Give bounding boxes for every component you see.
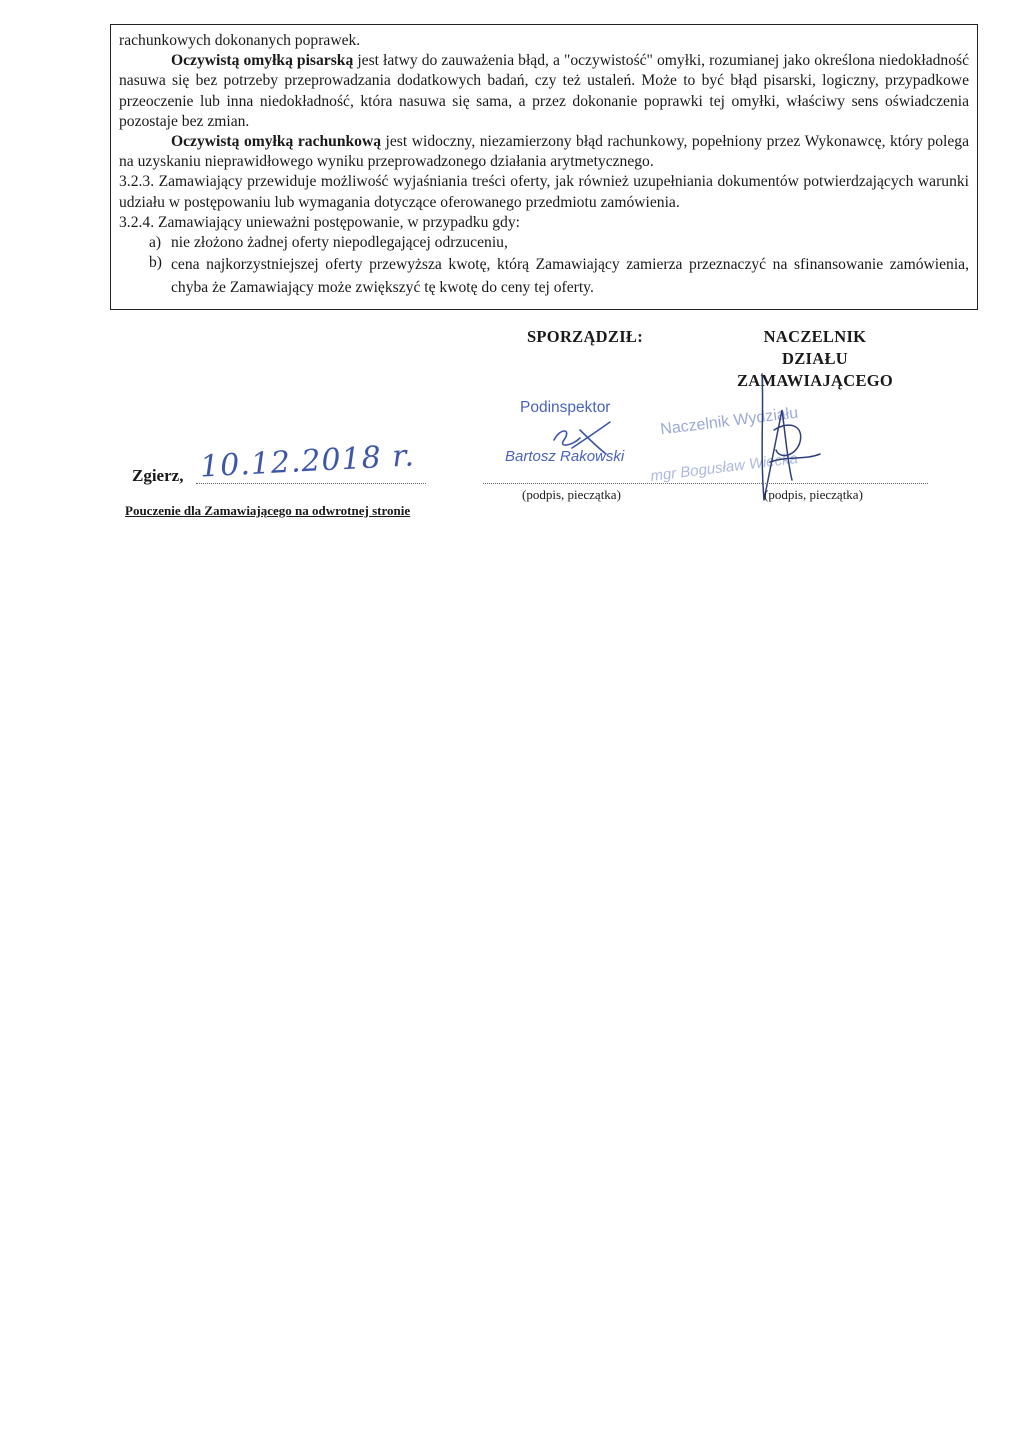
stamp-title-left: Podinspektor: [520, 399, 611, 416]
list-marker: b): [149, 254, 162, 272]
list-text: nie złożono żadnej oferty niepodlegającej odrzuceniu,: [171, 234, 508, 252]
signature-line: [483, 483, 928, 484]
date-line: [196, 483, 426, 484]
clause-3-2-3: 3.2.3. Zamawiający przewiduje możliwość wyjaśniania treści oferty, jak również uzupełniania dokumentów potwierdzających warunki udziału w postępowaniu lub wymagania dotyczące oferowanego przedmiotu zamówienia.: [119, 173, 969, 211]
pouczenie-link[interactable]: Pouczenie dla Zamawiającego na odwrotnej stronie: [125, 503, 411, 518]
list-item: [149, 233, 969, 253]
stamp-name-right: mgr Bogusław Wiecka: [649, 450, 799, 485]
term-rachunkowa: Oczywistą omyłką rachunkową: [171, 133, 382, 151]
stamp-title-right: Naczelnik Wydziału: [659, 404, 800, 439]
text-rachunkowa: jest widoczny, niezamierzony błąd rachunkowy, popełniony przez Wykonawcę, który polega na uzyskaniu nieprawidłowego wyniku przeprowadzonego działania arytmetycznego.: [119, 133, 969, 171]
caption-right: (podpis, pieczątka): [764, 487, 863, 502]
text-pisarska: jest łatwy do zauważenia błąd, a "oczywistość" omyłki, rozumianej jako określona niedokładność nasuwa się bez potrzeby przeprowadzania dodatkowych badań, czy też ustaleń. Może to być błąd pisarski, logiczny, przypadkowe przeoczenie lub inna niedokładność, która nasuwa się sama, a przez dokonanie poprawki tej omyłki, właściwy sens oświadczenia pozostaje bez zmian.: [119, 52, 969, 130]
naczelnik-heading: NACZELNIK DZIAŁU ZAMAWIAJĄCEGO: [736, 327, 894, 390]
list-item: [149, 253, 969, 299]
list-text: cena najkorzystniejszej oferty przewyższa kwotę, którą Zamawiający zamierza przeznaczyć na sfinansowanie zamówienia, chyba że Zamawiający może zwiększyć tę kwotę do ceny tej oferty.: [171, 256, 969, 297]
line-top: rachunkowych dokonanych poprawek.: [119, 32, 361, 49]
term-pisarska: Oczywistą omyłką pisarską: [171, 52, 354, 70]
sporzadzil-heading: SPORZĄDZIŁ:: [526, 327, 644, 346]
stamp-name-left: Bartosz Rakowski: [505, 448, 625, 465]
place-label: Zgierz,: [132, 466, 184, 485]
clause-rachunkowa: [119, 132, 969, 172]
list-marker: a): [149, 234, 162, 252]
clause-3-2-4: 3.2.4. Zamawiający unieważni postępowanie, w przypadku gdy:: [119, 213, 520, 231]
caption-left: (podpis, pieczątka): [522, 487, 621, 502]
clause-pisarska: [119, 51, 969, 132]
handwritten-date: 10.12.2018 r.: [199, 438, 416, 485]
terms-box: [110, 24, 978, 310]
